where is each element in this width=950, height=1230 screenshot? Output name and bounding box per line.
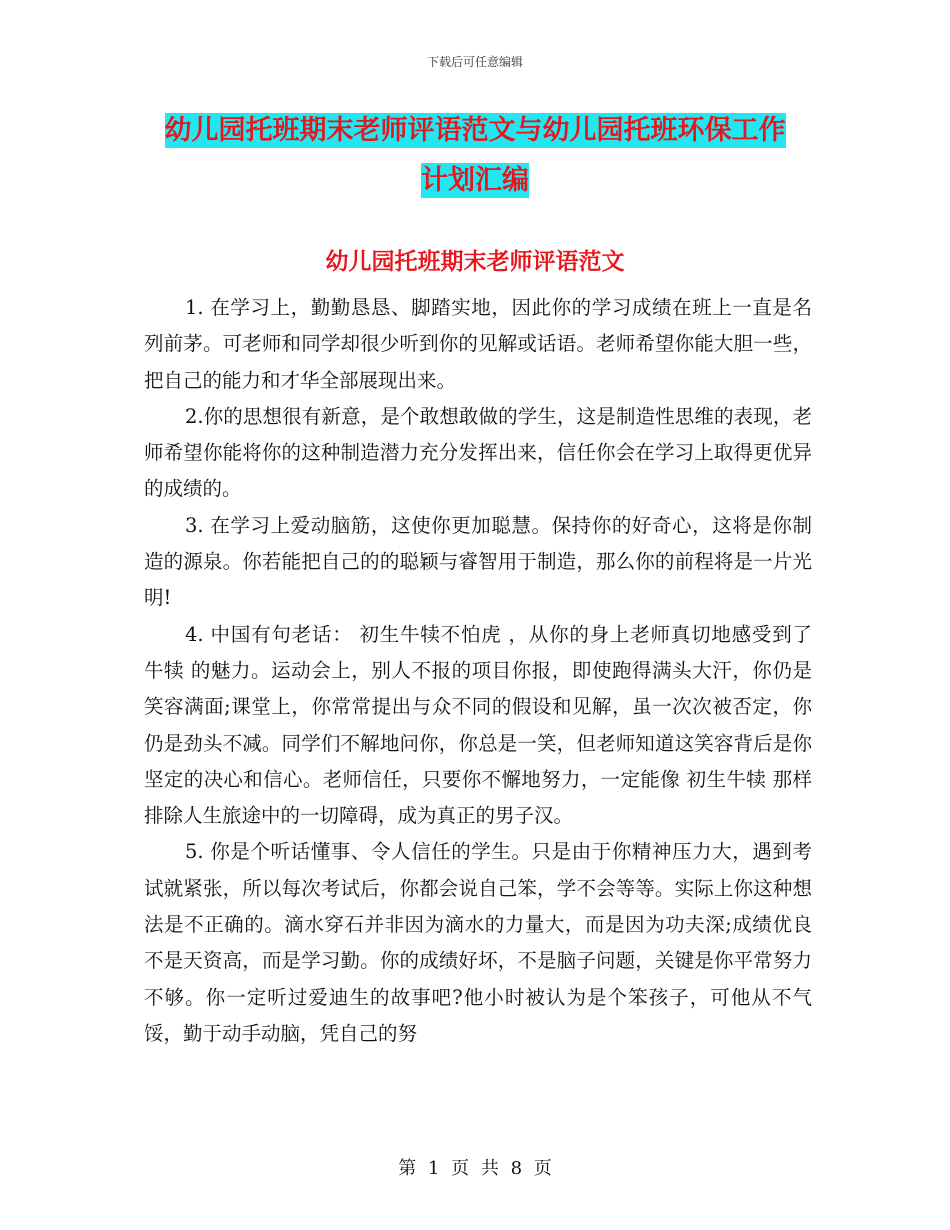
body-text xyxy=(144,290,812,1052)
paragraph-5: 5. 你是个听话懂事、令人信任的学生。只是由于你精神压力大，遇到考试就紧张，所以每次考试后，你都会说自己笨，学不会等等。实际上你这种想法是不正确的。滴水穿石并非因为滴水的力量大，而是因为功夫深;成绩优良不是天资高，而是学习勤。你的成绩好坏，不是脑子问题，关键是你平常努力不够。你一定听过爱迪生的故事吧?他小时被认为是个笨孩子，可他从不气馁，勤于动手动脑，凭自己的努 xyxy=(144,840,812,1045)
page-number-footer: 第 1 页 共 8 页 xyxy=(398,1158,552,1179)
document-title xyxy=(0,106,950,206)
header-note: 下载后可任意编辑 xyxy=(426,55,523,69)
paragraph-1: 1. 在学习上，勤勤恳恳、脚踏实地，因此你的学习成绩在班上一直是名列前茅。可老师和同学却很少听到你的见解或话语。老师希望你能大胆一些，把自己的能力和才华全部展现出来。 xyxy=(144,296,812,392)
paragraph-4: 4. 中国有句老话： 初生牛犊不怕虎 ，从你的身上老师真切地感受到了 牛犊 的魅力。运动会上，别人不报的项目你报，即使跑得满头大汗，你仍是笑容满面;课堂上，你常常提出与众不同的假设和见解，虽一次次被否定，你仍是劲头不减。同学们不解地问你，你总是一笑，但老师知道这笑容背后是你坚定的决心和信心。老师信任，只要你不懈地努力，一定能像 初生牛犊 那样排除人生旅途中的一切障碍，成为真正的男子汉。 xyxy=(144,622,812,828)
title-line-1: 幼儿园托班期末老师评语范文与幼儿园托班环保工作 xyxy=(164,115,786,146)
section-title: 幼儿园托班期末老师评语范文 xyxy=(325,249,625,275)
paragraph-2: 2.你的思想很有新意，是个敢想敢做的学生，这是制造性思维的表现，老师希望你能将你的这种制造潜力充分发挥出来，信任你会在学习上取得更优异的成绩的。 xyxy=(144,404,812,501)
title-line-2: 计划汇编 xyxy=(421,165,529,196)
paragraph-3: 3. 在学习上爱动脑筋，这使你更加聪慧。保持你的好奇心，这将是你制造的源泉。你若能把自己的的聪颖与睿智用于制造，那么你的前程将是一片光明! xyxy=(144,513,812,610)
